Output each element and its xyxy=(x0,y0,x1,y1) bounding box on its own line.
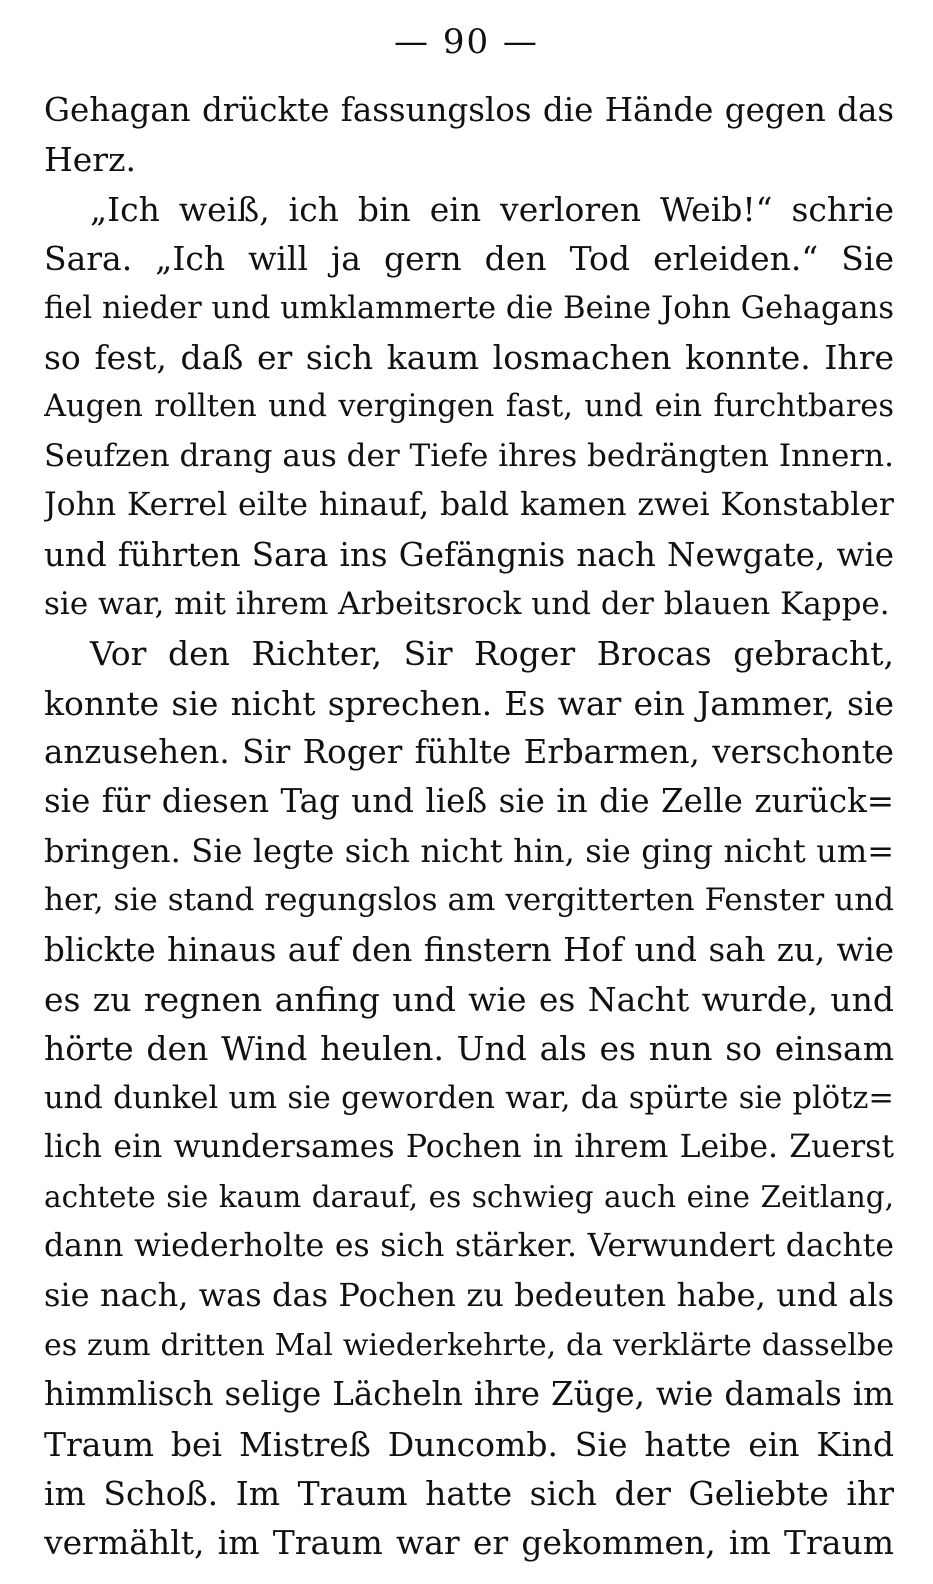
text-line: lich ein wundersames Pochen in ihrem Leibe. Zuerst xyxy=(44,1129,894,1166)
text-line: bringen. Sie legte sich nicht hin, sie ging nicht um= xyxy=(44,831,894,870)
text-line: dann wiederholte es sich stärker. Verwundert dachte xyxy=(44,1227,894,1264)
text-line: so fest, daß er sich kaum losmachen konnte. Ihre xyxy=(44,337,894,377)
text-line: hörte den Wind heulen. Und als es nun so einsam xyxy=(44,1029,894,1069)
text-line: im Schoß. Im Traum hatte sich der Geliebte ihr xyxy=(44,1473,894,1513)
text-line: vermählt, im Traum war er gekommen, im Traum xyxy=(44,1523,894,1563)
text-line: Herz. xyxy=(44,140,136,180)
text-line: und dunkel um sie geworden war, da spürte sie plötz= xyxy=(44,1080,894,1116)
text-line: sie für diesen Tag und ließ sie in die Zelle zurück= xyxy=(44,782,894,821)
text-line: konnte sie nicht sprechen. Es war ein Jammer, sie xyxy=(44,683,894,723)
text-line: „Ich weiß, ich bin ein verloren Weib!“ schrie xyxy=(90,189,894,229)
page-number: — 90 — xyxy=(394,22,539,62)
text-line: Vor den Richter, Sir Roger Brocas gebracht, xyxy=(90,634,894,674)
text-line: fiel nieder und umklammerte die Beine John Gehagans xyxy=(44,290,894,326)
text-line: sie nach, was das Pochen zu bedeuten habe, und als xyxy=(44,1276,894,1315)
text-line: es zum dritten Mal wiederkehrte, da verklärte dasselbe xyxy=(44,1327,894,1363)
text-line: himmlisch selige Lächeln ihre Züge, wie damals im xyxy=(44,1375,894,1414)
text-line: John Kerrel eilte hinauf, bald kamen zwei Konstabler xyxy=(44,487,894,524)
text-line: Seufzen drang aus der Tiefe ihres bedrängten Innern. xyxy=(44,437,894,474)
text-line: blickte hinaus auf den finstern Hof und sah zu, wie xyxy=(44,930,894,969)
text-line: es zu regnen anfing und wie es Nacht wurde, und xyxy=(44,980,894,1020)
text-line: her, sie stand regungslos am vergitterten Fenster und xyxy=(44,882,894,919)
body-text xyxy=(44,86,894,1568)
text-line: sie war, mit ihrem Arbeitsrock und der blauen Kappe. xyxy=(44,585,890,622)
text-line: Sara. „Ich will ja gern den Tod erleiden.“ Sie xyxy=(44,239,894,279)
text-line: Augen rollten und vergingen fast, und ein furchtbares xyxy=(44,389,894,425)
text-line: und führten Sara ins Gefängnis nach Newgate, wie xyxy=(44,535,894,574)
text-line: achtete sie kaum darauf, es schwieg auch eine Zeitlang, xyxy=(44,1179,894,1214)
text-line: anzusehen. Sir Roger fühlte Erbarmen, verschonte xyxy=(44,733,894,772)
text-line: Gehagan drückte fassungslos die Hände gegen das xyxy=(44,91,894,129)
text-line: Traum bei Mistreß Duncomb. Sie hatte ein Kind xyxy=(44,1424,894,1464)
